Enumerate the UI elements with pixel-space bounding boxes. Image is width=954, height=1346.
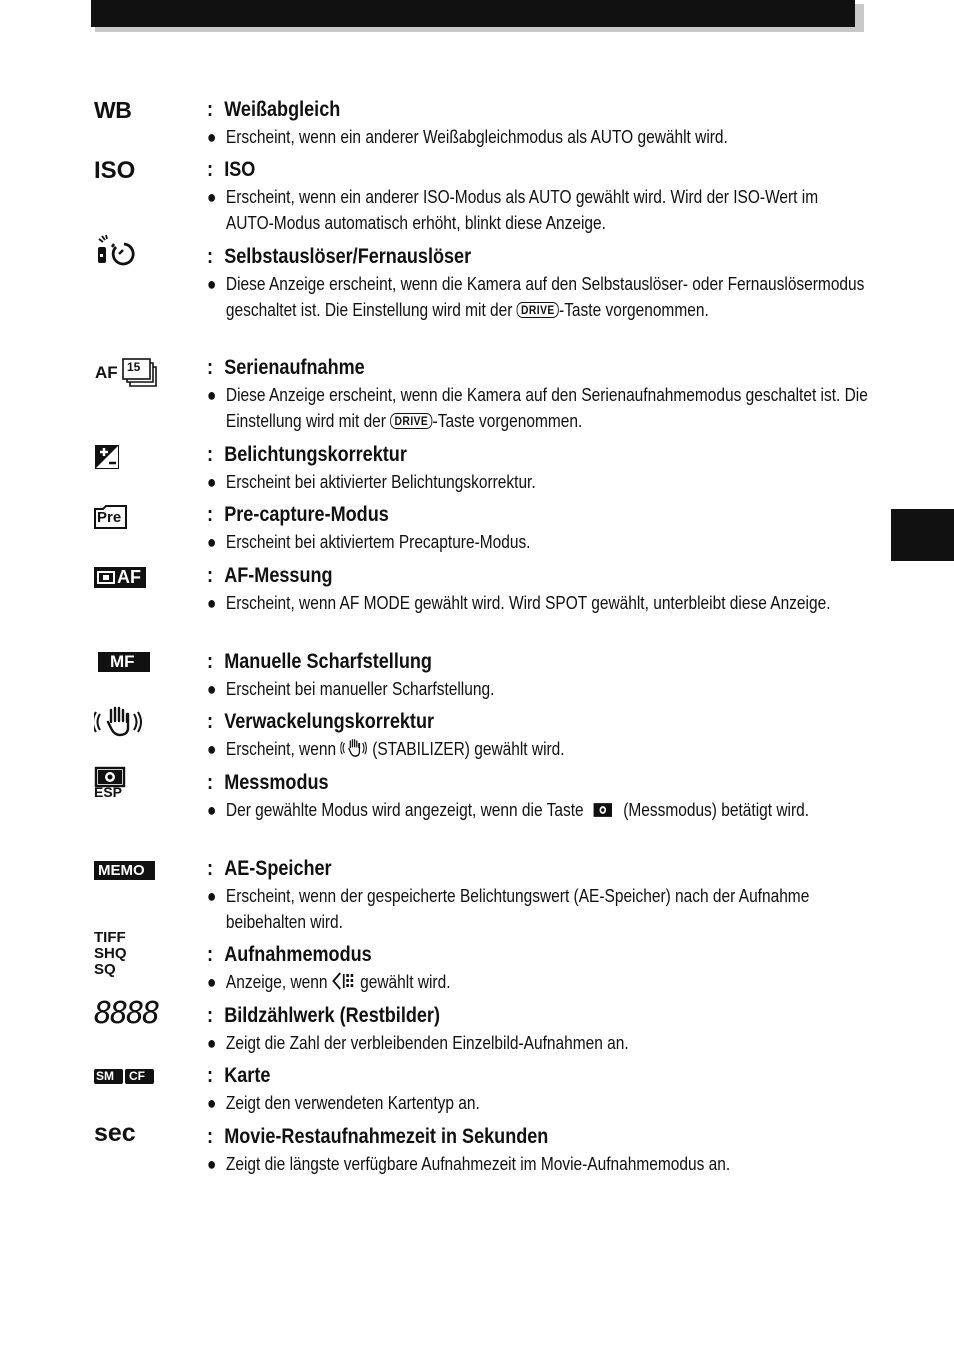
entry-description: ● Erscheint, wenn AF MODE gewählt wird. Wird SPOT gewählt, unterbleibt diese Anzeige. bbox=[207, 593, 831, 613]
entry-title: : Serienaufnahme bbox=[207, 356, 365, 379]
self-timer-remote-icon bbox=[94, 234, 174, 274]
wb-icon: WB bbox=[94, 97, 132, 123]
entry-description: ● Erscheint, wenn der gespeicherte Belichtungswert (AE-Speicher) nach der Aufnahme beibehalten wird. bbox=[207, 886, 810, 932]
entry-title: : ISO bbox=[207, 158, 256, 181]
entry-title: : Weißabgleich bbox=[207, 98, 341, 121]
entry-title: : Belichtungskorrektur bbox=[207, 443, 407, 466]
entry-title: : Messmodus bbox=[207, 771, 329, 794]
sec-icon: sec bbox=[94, 1119, 136, 1147]
iso-icon: ISO bbox=[94, 157, 136, 184]
header-bar bbox=[91, 0, 855, 27]
af-metering-icon: AF bbox=[94, 567, 174, 607]
entry-title: : AE-Speicher bbox=[207, 857, 332, 880]
frame-counter-icon: 8888 bbox=[94, 996, 159, 1031]
sequential-shooting-icon: AF 15 bbox=[94, 357, 174, 397]
memo-icon: MEMO bbox=[94, 861, 174, 901]
metering-mode-icon bbox=[592, 801, 614, 819]
entry-description: ● Erscheint, wenn ein anderer ISO-Modus als AUTO gewählt wird. Wird der ISO-Wert im AUTO-Modus automatisch erhöht, blinkt diese Anzeige. bbox=[207, 187, 819, 233]
entry-title: : Manuelle Scharfstellung bbox=[207, 650, 432, 673]
exposure-compensation-icon bbox=[94, 444, 174, 484]
entry-title: : Bildzählwerk (Restbilder) bbox=[207, 1004, 440, 1027]
entry-description: ● Erscheint bei manueller Scharfstellung. bbox=[207, 679, 495, 699]
entry-title: : Pre-capture-Modus bbox=[207, 503, 389, 526]
entry-title: : Selbstauslöser/Fernauslöser bbox=[207, 245, 472, 268]
pre-capture-icon: Pre bbox=[94, 505, 174, 545]
drive-key: DRIVE bbox=[390, 413, 432, 429]
entry-title: : AF-Messung bbox=[207, 564, 333, 587]
metering-mode-icon: ESP bbox=[94, 766, 174, 806]
entry-description: ● Zeigt den verwendeten Kartentyp an. bbox=[207, 1093, 480, 1113]
entry-title: : Aufnahmemodus bbox=[207, 943, 372, 966]
entry-description: ● Anzeige, wenn gewählt wird. bbox=[207, 972, 451, 992]
stabilizer-icon bbox=[94, 706, 174, 746]
manual-focus-icon: MF bbox=[98, 652, 178, 692]
entry-description: ● Erscheint, wenn ein anderer Weißabgleichmodus als AUTO gewählt wird. bbox=[207, 127, 728, 147]
entry-description: ● Erscheint bei aktiviertem Precapture-Modus. bbox=[207, 532, 531, 552]
entry-title: : Verwackelungskorrektur bbox=[207, 710, 434, 733]
chapter-tab bbox=[891, 509, 954, 561]
entry-description: ● Zeigt die längste verfügbare Aufnahmezeit im Movie-Aufnahmemodus an. bbox=[207, 1154, 731, 1174]
drive-key: DRIVE bbox=[517, 302, 559, 318]
quality-mode-icon bbox=[332, 971, 356, 991]
entry-description: ● Diese Anzeige erscheint, wenn die Kamera auf den Serienaufnahmemodus geschaltet ist. Die Einstellung wird mit der DRIVE -Taste vorgenommen. bbox=[207, 385, 868, 431]
entry-title: : Movie-Restaufnahmezeit in Sekunden bbox=[207, 1125, 549, 1148]
stabilizer-icon bbox=[340, 738, 368, 758]
entry-description: ● Diese Anzeige erscheint, wenn die Kamera auf den Selbstauslöser- oder Fernauslösermodus geschaltet ist. Die Einstellung wird mit der DRIVE -Taste vorgenommen. bbox=[207, 274, 865, 320]
entry-description: ● Erscheint, wenn (STABILIZER) gewählt wird. bbox=[207, 739, 565, 759]
entry-description: ● Erscheint bei aktivierter Belichtungskorrektur. bbox=[207, 472, 536, 492]
entry-description: ● Der gewählte Modus wird angezeigt, wenn die Taste (Messmodus) betätigt wird. bbox=[207, 800, 810, 820]
entry-description: ● Zeigt die Zahl der verbleibenden Einzelbild-Aufnahmen an. bbox=[207, 1033, 629, 1053]
entry-title: : Karte bbox=[207, 1064, 271, 1087]
record-mode-icon: TIFF SHQ SQ bbox=[94, 929, 127, 978]
card-icon: SM CF bbox=[94, 1069, 174, 1109]
